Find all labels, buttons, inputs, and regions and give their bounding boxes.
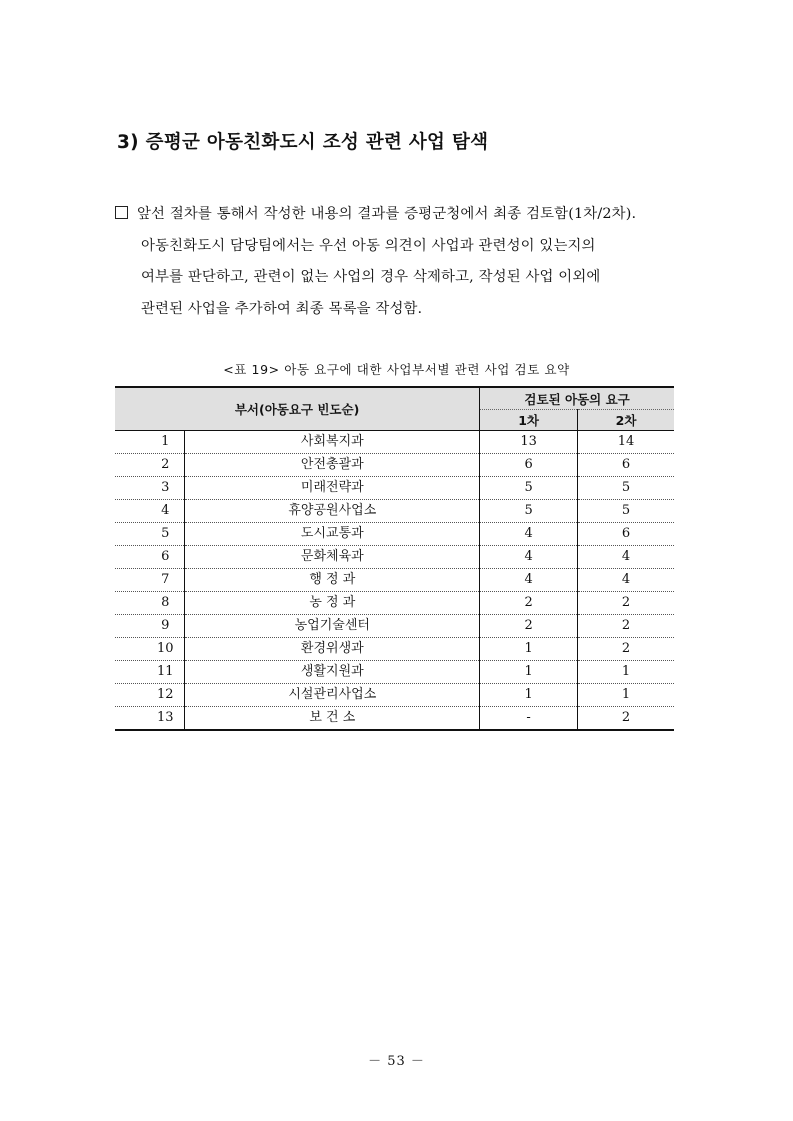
first-review-count: 1 xyxy=(480,638,578,661)
second-review-count: 6 xyxy=(578,454,674,477)
department-name: 시설관리사업소 xyxy=(185,684,480,707)
first-review-count: 1 xyxy=(480,661,578,684)
first-review-count: 13 xyxy=(480,431,578,454)
paragraph-line-4: 관련된 사업을 추가하여 최종 목록을 작성함. xyxy=(141,300,423,317)
second-review-count: 2 xyxy=(578,615,674,638)
first-review-header: 1차 xyxy=(480,410,578,431)
department-name: 생활지원과 xyxy=(185,661,480,684)
second-review-count: 1 xyxy=(578,661,674,684)
row-number: 6 xyxy=(115,546,185,569)
table-row xyxy=(115,477,674,500)
row-number: 5 xyxy=(115,523,185,546)
table-row xyxy=(115,661,674,684)
row-number: 12 xyxy=(115,684,185,707)
row-number: 3 xyxy=(115,477,185,500)
row-number: 9 xyxy=(115,615,185,638)
row-number: 2 xyxy=(115,454,185,477)
table-row xyxy=(115,592,674,615)
department-name: 안전총괄과 xyxy=(185,454,480,477)
department-name: 사회복지과 xyxy=(185,431,480,454)
second-review-count: 5 xyxy=(578,500,674,523)
first-review-count: 1 xyxy=(480,684,578,707)
first-review-count: 5 xyxy=(480,477,578,500)
second-review-count: 6 xyxy=(578,523,674,546)
department-name: 도시교통과 xyxy=(185,523,480,546)
first-review-count: 4 xyxy=(480,546,578,569)
second-review-count: 5 xyxy=(578,477,674,500)
first-review-count: 6 xyxy=(480,454,578,477)
table-row xyxy=(115,546,674,569)
first-review-count: 2 xyxy=(480,615,578,638)
row-number: 1 xyxy=(115,431,185,454)
table-row xyxy=(115,500,674,523)
row-number: 11 xyxy=(115,661,185,684)
checkbox-bullet-icon xyxy=(115,206,128,219)
second-review-count: 14 xyxy=(578,431,674,454)
first-review-count: 4 xyxy=(480,523,578,546)
paragraph-line-2: 아동친화도시 담당팀에서는 우선 아동 의견이 사업과 관련성이 있는지의 xyxy=(141,237,596,254)
second-review-header: 2차 xyxy=(578,410,674,431)
first-review-count: 5 xyxy=(480,500,578,523)
second-review-count: 2 xyxy=(578,707,674,731)
table-body xyxy=(115,431,674,731)
paragraph-line-1 xyxy=(115,199,695,231)
department-review-table xyxy=(115,386,674,731)
second-review-count: 2 xyxy=(578,638,674,661)
first-review-count: 2 xyxy=(480,592,578,615)
department-header: 부서(아동요구 빈도순) xyxy=(115,387,480,431)
page-number: － 53 － xyxy=(368,1054,425,1069)
department-name: 미래전략과 xyxy=(185,477,480,500)
table-row xyxy=(115,454,674,477)
table-row xyxy=(115,569,674,592)
department-name: 보 건 소 xyxy=(185,707,480,731)
row-number: 4 xyxy=(115,500,185,523)
table-row xyxy=(115,523,674,546)
table-row xyxy=(115,615,674,638)
department-name: 농업기술센터 xyxy=(185,615,480,638)
second-review-count: 4 xyxy=(578,546,674,569)
paragraph-line-1-text: 앞선 절차를 통해서 작성한 내용의 결과를 증평군청에서 최종 검토함(1차/2차). xyxy=(137,206,637,222)
row-number: 7 xyxy=(115,569,185,592)
row-number: 13 xyxy=(115,707,185,731)
table-row xyxy=(115,638,674,661)
table-row xyxy=(115,431,674,454)
department-name: 농 정 과 xyxy=(185,592,480,615)
second-review-count: 1 xyxy=(578,684,674,707)
table-row xyxy=(115,684,674,707)
row-number: 10 xyxy=(115,638,185,661)
department-name: 환경위생과 xyxy=(185,638,480,661)
second-review-count: 4 xyxy=(578,569,674,592)
department-name: 휴양공원사업소 xyxy=(185,500,480,523)
section-title: 3) 증평군 아동친화도시 조성 관련 사업 탐색 xyxy=(117,132,489,153)
table-caption: <표 19> 아동 요구에 대한 사업부서별 관련 사업 검토 요약 xyxy=(223,362,570,377)
summary-paragraph xyxy=(115,199,695,325)
paragraph-line-3: 여부를 판단하고, 관련이 없는 사업의 경우 삭제하고, 작성된 사업 이외에 xyxy=(141,269,601,285)
first-review-count: - xyxy=(480,707,578,731)
table-row xyxy=(115,707,674,731)
second-review-count: 2 xyxy=(578,592,674,615)
department-name: 행 정 과 xyxy=(185,569,480,592)
department-name: 문화체육과 xyxy=(185,546,480,569)
reviewed-requests-header: 검토된 아동의 요구 xyxy=(480,387,674,410)
first-review-count: 4 xyxy=(480,569,578,592)
row-number: 8 xyxy=(115,592,185,615)
